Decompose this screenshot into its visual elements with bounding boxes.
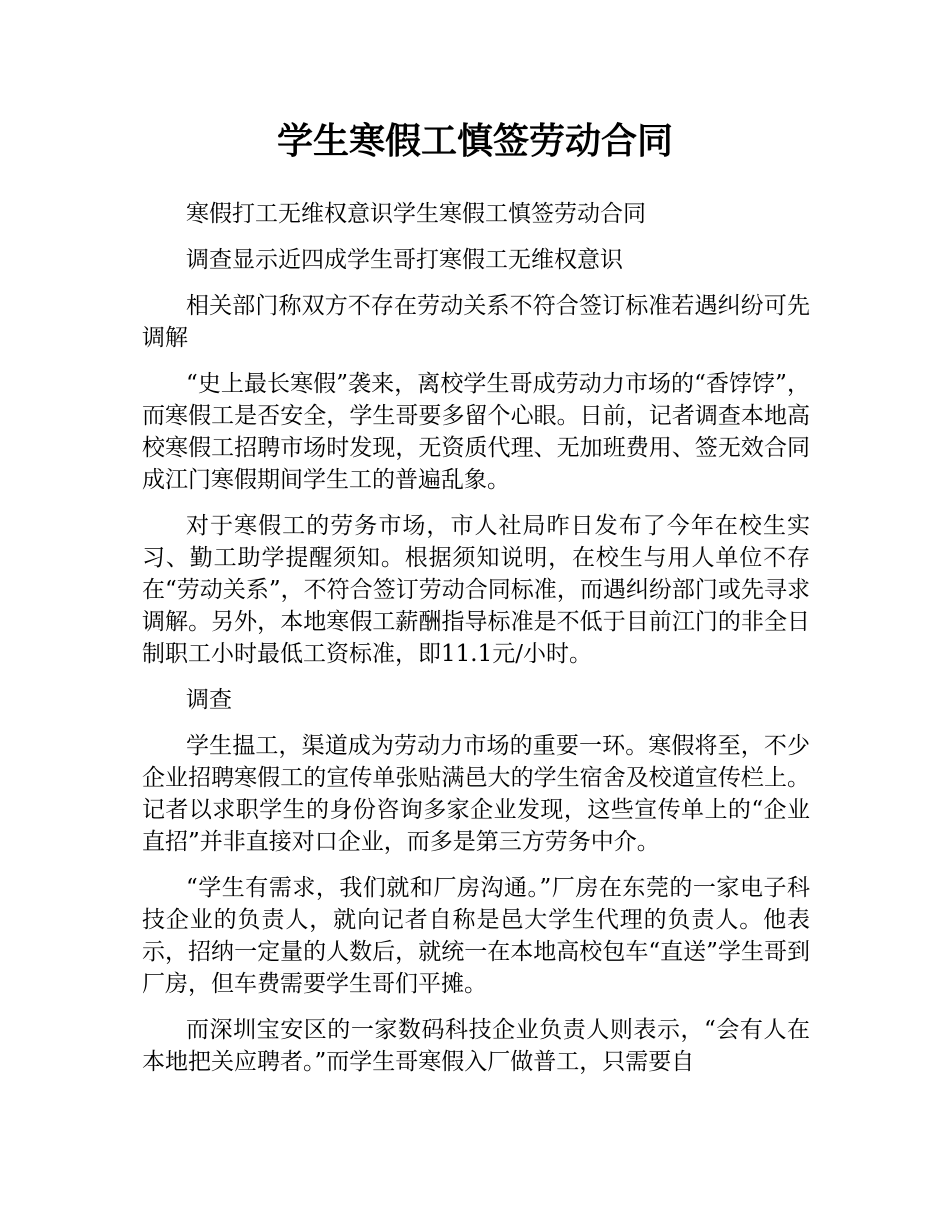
paragraph: 对于寒假工的劳务市场，市人社局昨日发布了今年在校生实习、勤工助学提醒须知。根据须知说明，在校生与用人单位不存在“劳动关系”，不符合签订劳动合同标准，而遇纠纷部门或先寻求调解。另外，本地寒假工薪酬指导标准是不低于目前江门的非全日制职工小时最低工资标准，即11.1元/小时。: [142, 513, 810, 667]
paragraph: 调查显示近四成学生哥打寒假工无维权意识: [186, 247, 623, 273]
paragraph: 相关部门称双方不存在劳动关系不符合签订标准若遇纠纷可先调解: [142, 293, 810, 351]
document-title: 学生寒假工慎签劳动合同: [276, 121, 673, 162]
paragraph: “学生有需求，我们就和厂房沟通。”厂房在东莞的一家电子科技企业的负责人，就向记者自称是邑大学生代理的负责人。他表示，招纳一定量的人数后，就统一在本地高校包车“直送”学生哥到厂房，但车费需要学生哥们平摊。: [142, 875, 810, 997]
paragraph: 寒假打工无维权意识学生寒假工慎签劳动合同: [186, 201, 646, 227]
paragraph: 调查: [186, 687, 232, 713]
document-body: [142, 198, 810, 1092]
paragraph: “史上最长寒假”袭来，离校学生哥成劳动力市场的“香饽饽”，而寒假工是否安全，学生哥要多留个心眼。日前，记者调查本地高校寒假工招聘市场时发现，无资质代理、无加班费用、签无效合同成江门寒假期间学生工的普遍乱象。: [142, 371, 810, 493]
paragraph: 而深圳宝安区的一家数码科技企业负责人则表示，“会有人在本地把关应聘者。”而学生哥寒假入厂做普工，只需要自: [142, 1017, 810, 1075]
paragraph: 学生揾工，渠道成为劳动力市场的重要一环。寒假将至，不少企业招聘寒假工的宣传单张贴满邑大的学生宿舍及校道宣传栏上。记者以求职学生的身份咨询多家企业发现，这些宣传单上的“企业直招”并非直接对口企业，而多是第三方劳务中介。: [142, 733, 810, 855]
